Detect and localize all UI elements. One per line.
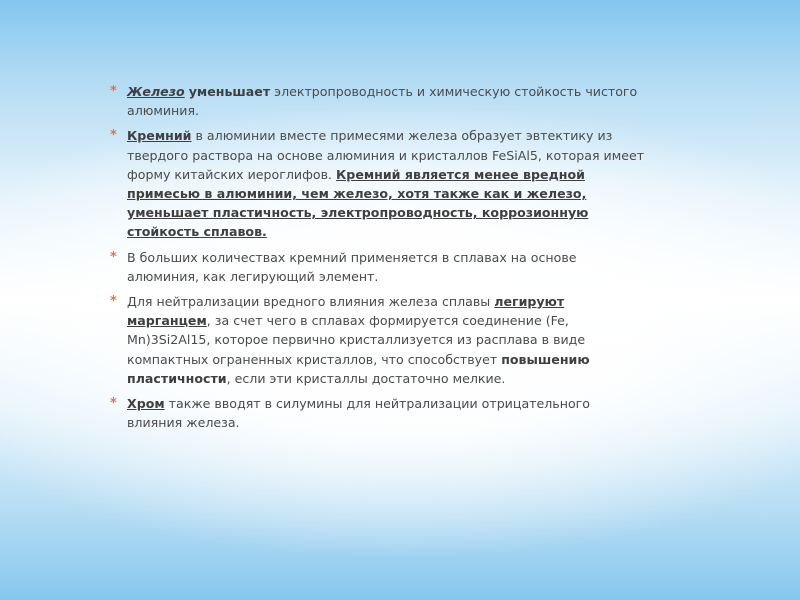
text-run: , за счет чего в сплавах формируется соединение (Fe, Mn)3Si2Al15, которое первично кристаллизуется из расплава в виде компактных ограненных кристаллов, что способствует bbox=[127, 313, 586, 367]
text-run: электропроводность и химическую стойкость чистого алюминия. bbox=[127, 84, 638, 119]
bullet-paragraph bbox=[108, 248, 648, 286]
text-run: Кремний bbox=[127, 128, 192, 144]
text-run: в алюминии вместе примесями железа образует эвтектику из твердого раствора на основе алюминия и кристаллов FeSiAl5, которая имеет форму китайских иероглифов. bbox=[127, 128, 645, 182]
asterisk-bullet-icon: * bbox=[110, 84, 117, 99]
text-run: повышению пластичности bbox=[127, 351, 590, 386]
bullet-paragraph bbox=[108, 394, 648, 432]
text-run: Для нейтрализации вредного влияния железа сплавы bbox=[127, 294, 495, 310]
bullet-list bbox=[108, 82, 648, 438]
bullet-paragraph bbox=[108, 292, 648, 388]
text-run: , если эти кристаллы достаточно мелкие. bbox=[226, 370, 506, 386]
text-run: Кремний является менее вредной примесью в алюминии, чем железо, хотя также как и железо, уменьшает пластичность, электропроводность, коррозионную стойкость сплавов. bbox=[127, 166, 589, 240]
text-run: Хром bbox=[127, 396, 165, 412]
text-run: легируют марганцем bbox=[127, 294, 565, 329]
asterisk-bullet-icon: * bbox=[110, 294, 117, 310]
bullet-paragraph bbox=[108, 82, 648, 120]
text-run: Железо bbox=[127, 84, 185, 99]
asterisk-bullet-icon: * bbox=[110, 249, 117, 265]
text-run: В больших количествах кремний применяется в сплавах на основе алюминия, как легирующий элемент. bbox=[127, 249, 577, 284]
text-run: уменьшает bbox=[188, 84, 271, 99]
bullet-paragraph bbox=[108, 126, 648, 241]
asterisk-bullet-icon: * bbox=[110, 128, 117, 144]
asterisk-bullet-icon: * bbox=[110, 396, 117, 412]
text-run: также вводят в силумины для нейтрализации отрицательного влияния железа. bbox=[127, 396, 590, 431]
